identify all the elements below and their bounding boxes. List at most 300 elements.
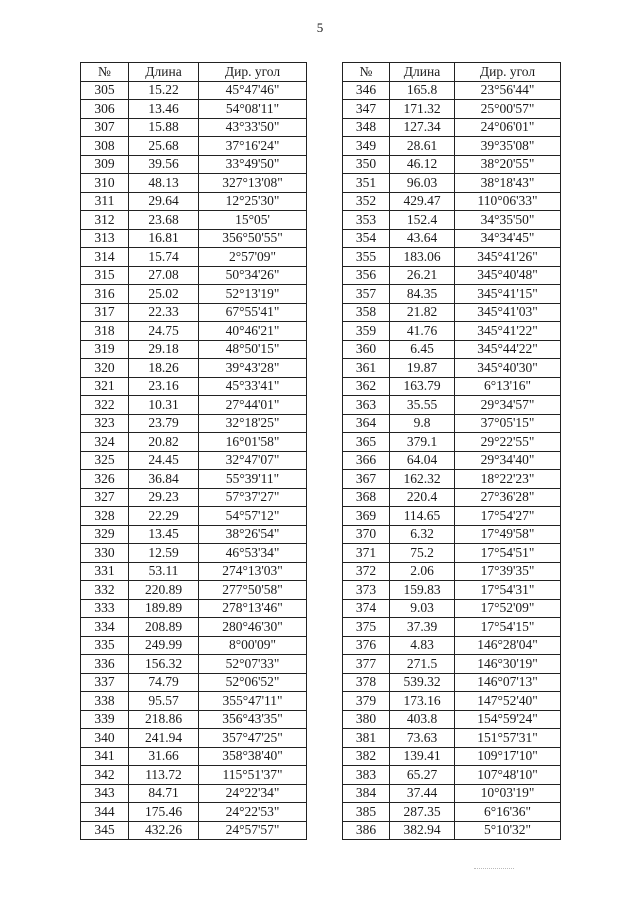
- cell-length: 159.83: [390, 581, 455, 600]
- table-row: [343, 692, 561, 711]
- cell-angle: 24°57'57": [199, 821, 307, 840]
- cell-angle: 37°16'24": [199, 137, 307, 156]
- cell-number: 345: [81, 821, 129, 840]
- cell-angle: 327°13'08": [199, 174, 307, 193]
- cell-length: 9.03: [390, 599, 455, 618]
- table-row: [81, 174, 307, 193]
- cell-number: 322: [81, 396, 129, 415]
- table-header-row: [81, 63, 307, 82]
- cell-length: 84.35: [390, 285, 455, 304]
- cell-angle: 356°50'55": [199, 229, 307, 248]
- cell-number: 358: [343, 303, 390, 322]
- table-row: [81, 673, 307, 692]
- cell-length: 156.32: [129, 655, 199, 674]
- cell-number: 374: [343, 599, 390, 618]
- table-row: [81, 655, 307, 674]
- table-row: [81, 784, 307, 803]
- table-row: [81, 266, 307, 285]
- coordinates-table-left: [80, 62, 307, 840]
- table-row: [81, 766, 307, 785]
- cell-number: 350: [343, 155, 390, 174]
- cell-number: 375: [343, 618, 390, 637]
- cell-angle: 8°00'09": [199, 636, 307, 655]
- cell-number: 342: [81, 766, 129, 785]
- cell-length: 24.75: [129, 322, 199, 341]
- table-row: [343, 581, 561, 600]
- cell-number: 364: [343, 414, 390, 433]
- cell-length: 43.64: [390, 229, 455, 248]
- cell-number: 356: [343, 266, 390, 285]
- cell-angle: 45°47'46": [199, 81, 307, 100]
- cell-length: 241.94: [129, 729, 199, 748]
- cell-angle: 27°44'01": [199, 396, 307, 415]
- table-row: [343, 803, 561, 822]
- cell-number: 330: [81, 544, 129, 563]
- cell-length: 18.26: [129, 359, 199, 378]
- cell-number: 372: [343, 562, 390, 581]
- cell-angle: 29°34'57": [455, 396, 561, 415]
- cell-number: 370: [343, 525, 390, 544]
- table-row: [343, 377, 561, 396]
- cell-angle: 5°10'32": [455, 821, 561, 840]
- cell-angle: 146°07'13": [455, 673, 561, 692]
- table-row: [343, 359, 561, 378]
- cell-angle: 39°35'08": [455, 137, 561, 156]
- table-row: [343, 229, 561, 248]
- cell-number: 321: [81, 377, 129, 396]
- cell-length: 39.56: [129, 155, 199, 174]
- cell-number: 324: [81, 433, 129, 452]
- cell-angle: 345°41'22": [455, 322, 561, 341]
- table-row: [343, 174, 561, 193]
- cell-angle: 55°39'11": [199, 470, 307, 489]
- table-row: [343, 636, 561, 655]
- cell-length: 539.32: [390, 673, 455, 692]
- cell-angle: 54°57'12": [199, 507, 307, 526]
- cell-number: 312: [81, 211, 129, 230]
- cell-length: 25.68: [129, 137, 199, 156]
- cell-number: 316: [81, 285, 129, 304]
- cell-number: 308: [81, 137, 129, 156]
- cell-angle: 33°49'50": [199, 155, 307, 174]
- table-row: [81, 581, 307, 600]
- cell-length: 64.04: [390, 451, 455, 470]
- cell-angle: 38°26'54": [199, 525, 307, 544]
- cell-angle: 16°01'58": [199, 433, 307, 452]
- cell-angle: 2°57'09": [199, 248, 307, 267]
- cell-length: 379.1: [390, 433, 455, 452]
- cell-number: 336: [81, 655, 129, 674]
- cell-length: 41.76: [390, 322, 455, 341]
- cell-length: 73.63: [390, 729, 455, 748]
- table-row: [81, 747, 307, 766]
- cell-angle: 6°16'36": [455, 803, 561, 822]
- table-row: [81, 710, 307, 729]
- table-row: [343, 507, 561, 526]
- cell-number: 340: [81, 729, 129, 748]
- cell-number: 323: [81, 414, 129, 433]
- table-row: [343, 821, 561, 840]
- scan-artifact: [474, 868, 514, 871]
- cell-angle: 24°22'53": [199, 803, 307, 822]
- cell-angle: 29°34'40": [455, 451, 561, 470]
- cell-angle: 52°13'19": [199, 285, 307, 304]
- table-row: [343, 211, 561, 230]
- table-row: [81, 248, 307, 267]
- cell-number: 378: [343, 673, 390, 692]
- header-angle: Дир. угол: [455, 63, 561, 82]
- cell-angle: 40°46'21": [199, 322, 307, 341]
- cell-number: 384: [343, 784, 390, 803]
- table-row: [81, 544, 307, 563]
- cell-length: 114.65: [390, 507, 455, 526]
- table-row: [343, 655, 561, 674]
- cell-number: 354: [343, 229, 390, 248]
- cell-number: 305: [81, 81, 129, 100]
- cell-length: 28.61: [390, 137, 455, 156]
- cell-length: 15.88: [129, 118, 199, 137]
- cell-number: 349: [343, 137, 390, 156]
- header-number: №: [81, 63, 129, 82]
- cell-number: 369: [343, 507, 390, 526]
- table-row: [81, 192, 307, 211]
- cell-angle: 274°13'03": [199, 562, 307, 581]
- cell-number: 306: [81, 100, 129, 119]
- cell-number: 334: [81, 618, 129, 637]
- cell-number: 346: [343, 81, 390, 100]
- cell-angle: 23°56'44": [455, 81, 561, 100]
- cell-length: 48.13: [129, 174, 199, 193]
- cell-length: 22.33: [129, 303, 199, 322]
- table-row: [343, 433, 561, 452]
- table-row: [343, 118, 561, 137]
- table-row: [81, 433, 307, 452]
- cell-angle: 154°59'24": [455, 710, 561, 729]
- cell-angle: 24°06'01": [455, 118, 561, 137]
- cell-angle: 45°33'41": [199, 377, 307, 396]
- table-row: [81, 229, 307, 248]
- table-row: [81, 562, 307, 581]
- cell-angle: 345°40'48": [455, 266, 561, 285]
- cell-angle: 39°43'28": [199, 359, 307, 378]
- table-row: [343, 396, 561, 415]
- cell-number: 328: [81, 507, 129, 526]
- header-angle: Дир. угол: [199, 63, 307, 82]
- cell-angle: 29°22'55": [455, 433, 561, 452]
- cell-length: 165.8: [390, 81, 455, 100]
- cell-number: 335: [81, 636, 129, 655]
- table-row: [343, 784, 561, 803]
- table-row: [81, 285, 307, 304]
- cell-angle: 345°44'22": [455, 340, 561, 359]
- table-row: [81, 599, 307, 618]
- cell-length: 432.26: [129, 821, 199, 840]
- cell-length: 35.55: [390, 396, 455, 415]
- table-row: [343, 766, 561, 785]
- cell-length: 24.45: [129, 451, 199, 470]
- cell-number: 348: [343, 118, 390, 137]
- cell-angle: 25°00'57": [455, 100, 561, 119]
- cell-number: 362: [343, 377, 390, 396]
- cell-length: 29.23: [129, 488, 199, 507]
- cell-length: 23.68: [129, 211, 199, 230]
- table-row: [81, 359, 307, 378]
- cell-length: 163.79: [390, 377, 455, 396]
- cell-length: 218.86: [129, 710, 199, 729]
- cell-angle: 115°51'37": [199, 766, 307, 785]
- cell-number: 361: [343, 359, 390, 378]
- table-row: [343, 137, 561, 156]
- cell-angle: 24°22'34": [199, 784, 307, 803]
- cell-length: 175.46: [129, 803, 199, 822]
- table-row: [343, 544, 561, 563]
- table-row: [81, 137, 307, 156]
- cell-number: 319: [81, 340, 129, 359]
- cell-number: 351: [343, 174, 390, 193]
- table-row: [81, 303, 307, 322]
- cell-length: 12.59: [129, 544, 199, 563]
- cell-number: 329: [81, 525, 129, 544]
- cell-number: 353: [343, 211, 390, 230]
- cell-length: 287.35: [390, 803, 455, 822]
- cell-number: 380: [343, 710, 390, 729]
- cell-angle: 43°33'50": [199, 118, 307, 137]
- cell-angle: 146°30'19": [455, 655, 561, 674]
- table-row: [81, 100, 307, 119]
- cell-length: 10.31: [129, 396, 199, 415]
- table-row: [81, 396, 307, 415]
- cell-number: 313: [81, 229, 129, 248]
- table-row: [81, 525, 307, 544]
- cell-length: 382.94: [390, 821, 455, 840]
- cell-angle: 355°47'11": [199, 692, 307, 711]
- cell-length: 53.11: [129, 562, 199, 581]
- cell-number: 341: [81, 747, 129, 766]
- cell-angle: 32°47'07": [199, 451, 307, 470]
- cell-number: 331: [81, 562, 129, 581]
- cell-angle: 345°41'15": [455, 285, 561, 304]
- cell-number: 379: [343, 692, 390, 711]
- cell-length: 113.72: [129, 766, 199, 785]
- cell-number: 355: [343, 248, 390, 267]
- cell-angle: 18°22'23": [455, 470, 561, 489]
- table-row: [343, 470, 561, 489]
- table-row: [81, 81, 307, 100]
- cell-length: 19.87: [390, 359, 455, 378]
- cell-number: 376: [343, 636, 390, 655]
- cell-length: 20.82: [129, 433, 199, 452]
- cell-angle: 110°06'33": [455, 192, 561, 211]
- cell-angle: 280°46'30": [199, 618, 307, 637]
- cell-length: 162.32: [390, 470, 455, 489]
- cell-number: 352: [343, 192, 390, 211]
- header-length: Длина: [390, 63, 455, 82]
- cell-length: 189.89: [129, 599, 199, 618]
- cell-number: 338: [81, 692, 129, 711]
- cell-length: 31.66: [129, 747, 199, 766]
- cell-length: 429.47: [390, 192, 455, 211]
- cell-angle: 67°55'41": [199, 303, 307, 322]
- cell-angle: 146°28'04": [455, 636, 561, 655]
- cell-number: 343: [81, 784, 129, 803]
- table-row: [81, 803, 307, 822]
- table-row: [81, 377, 307, 396]
- cell-number: 371: [343, 544, 390, 563]
- cell-length: 23.16: [129, 377, 199, 396]
- table-row: [81, 470, 307, 489]
- cell-angle: 54°08'11": [199, 100, 307, 119]
- cell-length: 84.71: [129, 784, 199, 803]
- cell-number: 332: [81, 581, 129, 600]
- table-row: [81, 451, 307, 470]
- table-row: [343, 673, 561, 692]
- table-row: [81, 729, 307, 748]
- cell-length: 21.82: [390, 303, 455, 322]
- cell-length: 271.5: [390, 655, 455, 674]
- table-row: [81, 155, 307, 174]
- cell-number: 382: [343, 747, 390, 766]
- cell-length: 13.45: [129, 525, 199, 544]
- table-row: [343, 192, 561, 211]
- table-row: [81, 507, 307, 526]
- table-row: [81, 488, 307, 507]
- table-row: [343, 525, 561, 544]
- cell-length: 23.79: [129, 414, 199, 433]
- cell-number: 318: [81, 322, 129, 341]
- coordinates-table-right: [342, 62, 561, 840]
- cell-number: 307: [81, 118, 129, 137]
- cell-length: 27.08: [129, 266, 199, 285]
- cell-length: 173.16: [390, 692, 455, 711]
- cell-number: 327: [81, 488, 129, 507]
- cell-number: 373: [343, 581, 390, 600]
- cell-number: 357: [343, 285, 390, 304]
- cell-angle: 109°17'10": [455, 747, 561, 766]
- table-row: [81, 636, 307, 655]
- cell-angle: 345°41'03": [455, 303, 561, 322]
- cell-length: 26.21: [390, 266, 455, 285]
- cell-angle: 17°54'31": [455, 581, 561, 600]
- cell-angle: 38°18'43": [455, 174, 561, 193]
- cell-number: 386: [343, 821, 390, 840]
- cell-number: 325: [81, 451, 129, 470]
- cell-angle: 12°25'30": [199, 192, 307, 211]
- header-length: Длина: [129, 63, 199, 82]
- cell-number: 310: [81, 174, 129, 193]
- cell-number: 367: [343, 470, 390, 489]
- table-row: [81, 821, 307, 840]
- table-row: [81, 211, 307, 230]
- cell-length: 15.22: [129, 81, 199, 100]
- cell-angle: 147°52'40": [455, 692, 561, 711]
- cell-angle: 17°39'35": [455, 562, 561, 581]
- cell-angle: 10°03'19": [455, 784, 561, 803]
- cell-number: 347: [343, 100, 390, 119]
- cell-angle: 34°35'50": [455, 211, 561, 230]
- cell-number: 317: [81, 303, 129, 322]
- cell-number: 326: [81, 470, 129, 489]
- cell-angle: 50°34'26": [199, 266, 307, 285]
- cell-number: 360: [343, 340, 390, 359]
- table-row: [343, 81, 561, 100]
- cell-number: 315: [81, 266, 129, 285]
- table-row: [343, 340, 561, 359]
- cell-length: 37.39: [390, 618, 455, 637]
- table-row: [343, 100, 561, 119]
- cell-length: 96.03: [390, 174, 455, 193]
- cell-number: 320: [81, 359, 129, 378]
- table-header-row: [343, 63, 561, 82]
- cell-length: 65.27: [390, 766, 455, 785]
- cell-length: 403.8: [390, 710, 455, 729]
- cell-angle: 358°38'40": [199, 747, 307, 766]
- cell-angle: 357°47'25": [199, 729, 307, 748]
- cell-angle: 277°50'58": [199, 581, 307, 600]
- cell-length: 4.83: [390, 636, 455, 655]
- cell-length: 16.81: [129, 229, 199, 248]
- cell-length: 75.2: [390, 544, 455, 563]
- table-row: [343, 599, 561, 618]
- cell-number: 359: [343, 322, 390, 341]
- table-row: [343, 266, 561, 285]
- cell-length: 22.29: [129, 507, 199, 526]
- cell-angle: 48°50'15": [199, 340, 307, 359]
- table-row: [81, 322, 307, 341]
- cell-length: 46.12: [390, 155, 455, 174]
- cell-angle: 37°05'15": [455, 414, 561, 433]
- table-row: [343, 710, 561, 729]
- cell-length: 220.89: [129, 581, 199, 600]
- cell-length: 36.84: [129, 470, 199, 489]
- cell-length: 220.4: [390, 488, 455, 507]
- cell-angle: 34°34'45": [455, 229, 561, 248]
- cell-number: 385: [343, 803, 390, 822]
- table-row: [343, 303, 561, 322]
- cell-angle: 345°41'26": [455, 248, 561, 267]
- table-row: [81, 414, 307, 433]
- table-row: [81, 118, 307, 137]
- cell-angle: 15°05': [199, 211, 307, 230]
- cell-number: 365: [343, 433, 390, 452]
- cell-angle: 38°20'55": [455, 155, 561, 174]
- cell-length: 171.32: [390, 100, 455, 119]
- table-row: [343, 451, 561, 470]
- cell-number: 366: [343, 451, 390, 470]
- cell-length: 127.34: [390, 118, 455, 137]
- table-row: [343, 155, 561, 174]
- table-row: [81, 618, 307, 637]
- cell-number: 309: [81, 155, 129, 174]
- cell-number: 368: [343, 488, 390, 507]
- cell-angle: 17°54'15": [455, 618, 561, 637]
- page-number: 5: [316, 20, 324, 35]
- cell-angle: 345°40'30": [455, 359, 561, 378]
- cell-length: 13.46: [129, 100, 199, 119]
- cell-number: 339: [81, 710, 129, 729]
- cell-angle: 52°07'33": [199, 655, 307, 674]
- table-row: [343, 729, 561, 748]
- cell-number: 344: [81, 803, 129, 822]
- cell-length: 152.4: [390, 211, 455, 230]
- header-number: №: [343, 63, 390, 82]
- table-row: [343, 322, 561, 341]
- cell-angle: 17°54'27": [455, 507, 561, 526]
- cell-number: 377: [343, 655, 390, 674]
- cell-number: 311: [81, 192, 129, 211]
- cell-number: 337: [81, 673, 129, 692]
- cell-length: 2.06: [390, 562, 455, 581]
- cell-length: 6.32: [390, 525, 455, 544]
